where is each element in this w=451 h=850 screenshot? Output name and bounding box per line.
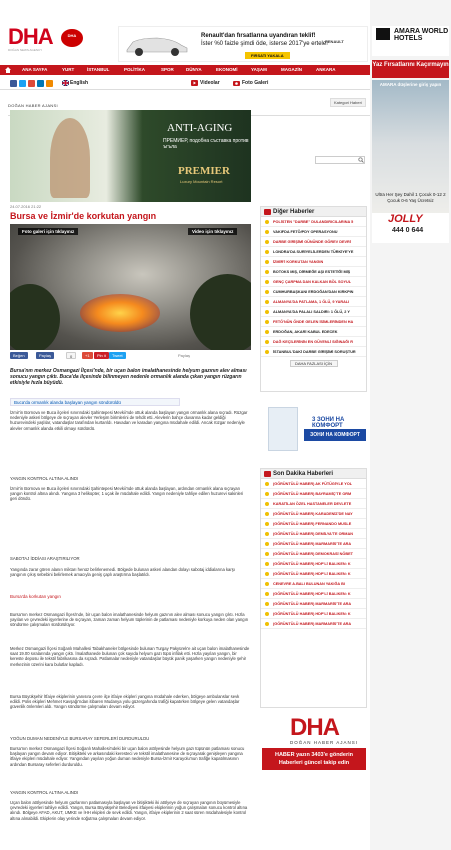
nav-ekonomi[interactable]: EKONOMİ: [216, 67, 238, 72]
list-item[interactable]: DAĞ KEÇİLERİNİN EN GÜVENLİ SIĞINAĞI R: [261, 337, 366, 347]
tweet-button[interactable]: Tweet: [109, 352, 126, 359]
main-nav: [0, 65, 370, 75]
twitter-icon[interactable]: [19, 80, 26, 87]
list-item[interactable]: FETÖ'NÜN ÖNDE GELEN İSİMLERİNDEN HA: [261, 317, 366, 327]
list-item[interactable]: VAKIFDA FETÖ/PDY OPERASYONU: [261, 227, 366, 237]
list-item[interactable]: (GÖRÜNTÜLÜ HABER) BAYRAMİÇ'TE ORM: [261, 489, 366, 499]
nav-yasam[interactable]: YAŞAM: [251, 67, 267, 72]
amara-logo[interactable]: AMARA WORLD HOTELS: [372, 26, 449, 56]
renault-brand: RENAULT: [325, 39, 344, 44]
nav-yurt[interactable]: YURT: [62, 67, 75, 72]
section-heading: YANGIN KONTROL ALTINA ALINDI: [10, 790, 79, 795]
uk-flag-icon: [62, 80, 69, 86]
nav-istanbul[interactable]: İSTANBUL: [87, 67, 110, 72]
list-item[interactable]: İZMİR'İ KORKUTAN YANGIN: [261, 257, 366, 267]
amara-icon: [376, 28, 390, 40]
list-item[interactable]: (GÖRÜNTÜLÜ HABER) MARMARİS'TE ARA: [261, 619, 366, 629]
nav-dunya[interactable]: DÜNYA: [186, 67, 202, 72]
dha-badge: DHA: [61, 29, 83, 47]
facebook-icon[interactable]: [10, 80, 17, 87]
list-item[interactable]: İSTANBUL'DAKİ DARBE GİRİŞİMİ SORUŞTUR: [261, 347, 366, 357]
nav-ankara[interactable]: ANKARA: [316, 67, 336, 72]
home-icon[interactable]: [4, 66, 12, 74]
rss-icon[interactable]: [46, 80, 53, 87]
list-item[interactable]: (GÖRÜNTÜLÜ HABER) HDP'Lİ BALIKEN: K: [261, 559, 366, 569]
pin-button[interactable]: Pin it: [94, 352, 109, 359]
renault-ad[interactable]: Renault'dan fırsatlarına uyandıran teklif! İster %0 faizle şimdi öde, isterse 2017'ye ertele! FIRSATI YAKALA RENAULT: [118, 26, 368, 62]
nav-politika[interactable]: POLİTİKA: [124, 67, 145, 72]
list-item[interactable]: CENEVRE A.BALI BULUNAN YAKIĞA BI: [261, 579, 366, 589]
english-link[interactable]: English: [70, 80, 89, 86]
article-photo[interactable]: [10, 224, 251, 350]
comfort-ad[interactable]: 3 ЗОНИ НА КОМФОРТ ЗОНИ НА КОМФОРТ: [260, 395, 367, 463]
fire: [80, 294, 160, 332]
paylas-fb-button[interactable]: Paylaş: [36, 352, 54, 359]
news-icon: [264, 209, 271, 215]
article-date: 24.07.2016 21:22: [10, 204, 42, 209]
list-item[interactable]: (GÖRÜNTÜLÜ HABER) KARADENİZ'DE NAY: [261, 509, 366, 519]
anti-aging-ad[interactable]: [10, 110, 251, 202]
list-item[interactable]: ALMANYA'DA PATLAMA, 1 ÖLÜ, 9 YARALI: [261, 297, 366, 307]
dha-logo[interactable]: DHA DOĞAN HABER AJANSI DOĞAN NEWS AGENCY: [8, 26, 64, 60]
news-icon: [264, 471, 271, 477]
panel-header: Son Dakika Haberleri: [261, 469, 366, 479]
article-paragraph: Bursa'nın merkez Osmangazi İlçesi'nde, bir uçan balon imalathanesinde helyum gazının alev alması sonucu yangın çıktı. Hızla yayılan ve çevredeki işyerlerine de sıçrayan, zaman zaman helyum tüplerinin de patlaması nedeniyle korkuya neden olan yangın söndürme çalışmaları sürdürülüyor.: [10, 612, 249, 628]
list-item[interactable]: (GÖRÜNTÜLÜ HABER) AK FÜTÜGİYLE YOL: [261, 479, 366, 489]
dha-sms-promo[interactable]: DHA DOĞAN HABER AJANSI HABER yazın 3403'e gönderin Haberleri güncel takip edin: [260, 712, 367, 772]
nav-spor[interactable]: SPOR: [161, 67, 174, 72]
diger-haberler-panel: [260, 206, 367, 392]
article-paragraph: Bursa Büyükşehir İtfaiye ekiplerinin yanısıra çevre ilçe itfaiye ekipleri yangına müdahale ederken, bölgeye ambulanslar sevk edildi. Polis ekipleri Mehmet Kavşağı'ndan itibaren Mudanya yolu güzergahında trafiği kapatırken bölgeye gelen vatandaşlar güvenlik önlemleri aldı. Yangın söndürme çalışmaları devam ediyor.: [10, 694, 240, 710]
article-paragraph: Uçan balon atölyesinde helyum gazlarının patlamasıyla başlayan ve bitişikteki iki atölyeye de sıçrayan yangının büyümesiyle çevredeki işyerleri tahliye edildi. Yangın, Bursa Büyükşehir Belediyesi itfaiyesi ekiplerinin yoğun çalışmaları sonucu kontrol altına alındı. Bölgeye AFAD, AKUT, UMKE ve İHH ekipleri de sevk edildi. Yangın, itfaiye ekiplerinin 2 saat süren müdahalesiyle kontrol altına alınabildi. Ekiplerin olay yerinde soğutma çalışmaları devam ediyor.: [10, 800, 248, 821]
list-item[interactable]: ERDOĞAN, AKARİ KABUL EDECEK: [261, 327, 366, 337]
list-item[interactable]: ALMANYA'DA PALALI SALDIRI: 1 ÖLÜ, 2 Y: [261, 307, 366, 317]
share-bar: [10, 352, 251, 360]
son-dakika-panel: [260, 468, 367, 708]
linkedin-icon[interactable]: [37, 80, 44, 87]
nav-anasayfa[interactable]: ANA SAYFA: [22, 67, 48, 72]
article-paragraph: İzmir'in Bornova ve Buca ilçeleri sınırındaki Şahintepesi Mevkii'nde ottuk alanda başlayan, ardından ormanlık alana sıçrayan yangın kontrol altına alındı. Yangına 3 helikopter, 1 uçak ile müdahale edildi. Yangın nedeniyle tahliye edilen huzurevi sakinleri geri döndü.: [10, 486, 244, 502]
search-icon[interactable]: [358, 157, 364, 163]
list-item[interactable]: (GÖRÜNTÜLÜ HABER) MARMARİS'TE ARA: [261, 599, 366, 609]
car-image: [123, 33, 191, 57]
yaz-firsatlari-banner[interactable]: Yaz Fırsatlarını Kaçırmayın: [372, 60, 449, 78]
video-icon: [191, 80, 198, 86]
list-item[interactable]: (GÖRÜNTÜLÜ HABER) MARMARİS'TE ARA: [261, 539, 366, 549]
paylas-text[interactable]: Paylaş: [178, 353, 191, 358]
list-item[interactable]: (GÖRÜNTÜLÜ HABER) HDP'Lİ BALIKEN: K: [261, 609, 366, 619]
sub-nav: [0, 77, 370, 90]
foto-galeri-button[interactable]: Foto galeri için tıklayınız: [18, 228, 78, 235]
section-heading: YANGIN KONTROL ALTINA ALINDI: [10, 476, 79, 481]
section-heading: SABOTAJ İDDİASI ARAŞTIRILIYOR: [10, 556, 80, 561]
jolly-ad[interactable]: JOLLY 444 0 644: [372, 213, 449, 243]
article-paragraph: Bursa'nın merkez Osmangazi İlçesi Soğanlı Mahallesi'ndeki bir uçan balon atölyesinde helyum gazı tüpünün patlaması sonucu başlayan yangın devam ediyor. Bitişikteki ve arkasındaki keresteci ve tekstil imalathanesine de sıçrayarak genişleyen yangına itfaiye ekipleri müdahale ediyor. Yangından yayılan yoğun duman nedeniyle Bursa-İzmir Karayolu'nun trafiğe kapatılmasının ardından Bursaray seferleri durduruldu.: [10, 746, 245, 767]
list-item[interactable]: (GÖRÜNTÜLÜ HABER) DEMOKRASİ NÖBET: [261, 549, 366, 559]
googleplus-icon[interactable]: [28, 80, 35, 87]
share-count: 0: [66, 352, 76, 359]
plus-one-button[interactable]: +1: [82, 352, 93, 359]
camera-icon: [233, 80, 240, 86]
list-item[interactable]: (GÖRÜNTÜLÜ HABER) FERNANDO MUSLE: [261, 519, 366, 529]
related-link[interactable]: Buca'da ormanlık alanda başlayan yangın söndürüldü: [10, 398, 180, 406]
list-item[interactable]: DARBE GİRİŞİMİ GÜNÜNDE GÖREV DEVRİ: [261, 237, 366, 247]
list-item[interactable]: BOTOKS MIŞ, DİRMEĞE AŞI ESTETİĞİ MİŞ: [261, 267, 366, 277]
video-button[interactable]: Video için tıklayınız: [188, 228, 237, 235]
panel-header: Diğer Haberler: [261, 207, 366, 217]
firsati-yakala-button[interactable]: FIRSATI YAKALA: [245, 52, 290, 59]
woman-figure: [50, 118, 90, 198]
list-item[interactable]: (GÖRÜNTÜLÜ HABER) DEMİLYA'TE ORMAN: [261, 529, 366, 539]
kategori-link[interactable]: Kategori Haberi: [330, 98, 366, 107]
sms-banner: HABER yazın 3403'e gönderin Haberleri güncel takip edin: [262, 748, 366, 770]
amara-promo[interactable]: AMARA düşlerine giriş yapın Ultra Her Şey Dahil 1 Çocuk 0-12 2 Çocuk 0-6 Yaş Ücretsiz: [372, 80, 449, 222]
list-item[interactable]: CUMHURBAŞKANI ERDOĞAN'DAN KIRKPIN: [261, 287, 366, 297]
list-item[interactable]: KARATİLAN ÖZEL HASTANELER DEVLETE: [261, 499, 366, 509]
bursa-link[interactable]: Bursa'da korkutan yangın: [10, 594, 61, 599]
article-paragraph: Merkez Osmangazi İlçesi Soğanlı Mahallesi Tabakhaneler bölgesinde bulunan Turgay Pakyürek'e ait uçan balon imalathanesinde saat 19.00 sıralarında yangın çıktı. İmalathanede bulunan çok sayıda helyum gazı tüpü infilak etti. Hızla yayılan yangın, bir kereste deposu ile tekstil fabrikasına da sıçradı. Patlamalar nedeniyle vatandaşlar büyük panik yaşarken yangın nedeniyle şehir merkezinin üzerini kara bulutlar kapladı.: [10, 646, 250, 667]
article-lead: Bursa'nın merkez Osmangazi İlçesi'nde, bir uçan balon imalathanesinde helyum gazının alev alması sonucu yangın çıktı. Buca'da ilçesinde bilinmeyen nedenle ormanlık alanda çıkan yangın rüzgarın etkisiyle hızla büyüdü.: [10, 368, 247, 386]
list-item[interactable]: GENÇ ÇARPMA DAN KALKAN BÖL SOYUL: [261, 277, 366, 287]
ad-background: ANTI-AGING ПРЕМИЕР, подобна съставка против ъгъла PREMIER Luxury Mountain Resort: [10, 110, 251, 202]
list-item[interactable]: LONDRA'DA SURİYELİLERDEN TÜRKİYE'YE: [261, 247, 366, 257]
foto-galeri-link[interactable]: Foto Galeri: [242, 80, 269, 86]
nav-magazin[interactable]: MAGAZİN: [281, 67, 302, 72]
list-item[interactable]: (GÖRÜNTÜLÜ HABER) HDP'Lİ BALIKEN: K: [261, 589, 366, 599]
list-item[interactable]: (GÖRÜNTÜLÜ HABER) HDP'Lİ BALIKEN: K: [261, 569, 366, 579]
article-title: Bursa ve İzmir'de korkutan yangın: [10, 211, 157, 221]
article-paragraph: Yangında zarar gören alanın miktarı henüz belirlenemedi. Bölgede bulunan askeri alandan dolayı sabotaj iddialarına karşı yangının çıkış sebebini belirlemek amacıyla geniş çaplı araştırma başlatıldı.: [10, 567, 236, 578]
product-box: [268, 407, 298, 451]
article-paragraph: İzmir'in Bornova ve Buca ilçeleri sınırındaki Şahintepesi Mevkii'nde ottuk alanda başlayan yangın ormanlık alana sıçradı. Rüzgar nedeniyle askeri bölgeye de sıçrayan alevler Yerleşim birimlerini de tehdit etti. Alevlerin bahçe duvarına kadar geldiği huzurevindeki yaşlılar, vatandaşlar tarafından kurtarıldı. Havadan ve karadan yangına müdahale edildi. Ancak rüzgar nedeniyle alevler ormanlık alanda etkili olmayı sürdürdü.: [10, 410, 248, 431]
videolar-link[interactable]: Videolar: [200, 80, 220, 86]
section-heading: YOĞUN DUMAN NEDENİYLE BURSARAY SEFERLERİ DURDURULDU: [10, 736, 150, 741]
begen-button[interactable]: Beğen: [10, 352, 28, 359]
list-item[interactable]: POLİSTEN "DARBE" DULANDIRICILARINA 5: [261, 217, 366, 227]
daha-fazlasi-button[interactable]: DAHA FAZLASI İÇİN: [290, 360, 338, 367]
